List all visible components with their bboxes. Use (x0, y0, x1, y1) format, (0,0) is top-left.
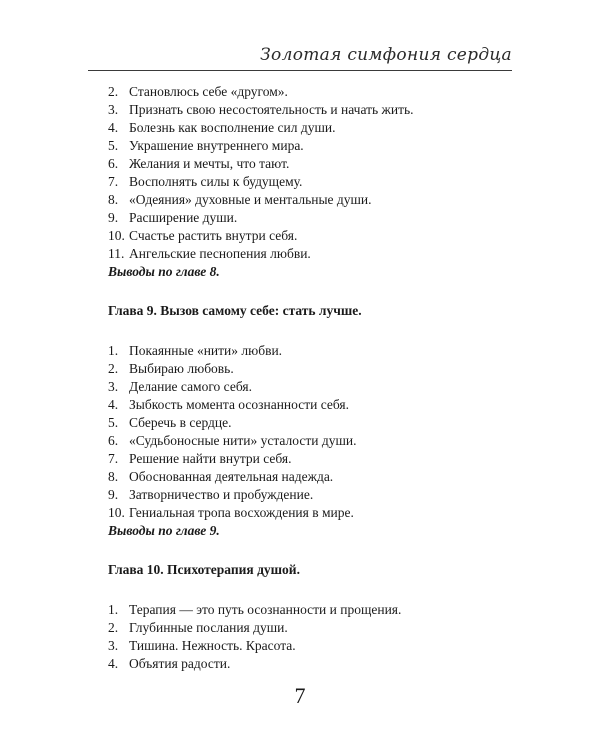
toc-item[interactable] (108, 468, 512, 486)
toc-item[interactable] (108, 601, 512, 619)
item-number: 8. (108, 192, 119, 207)
item-number: 2. (108, 84, 119, 99)
chapter-8-conclusion[interactable]: Выводы по главе 8. (108, 264, 220, 279)
toc-item[interactable] (108, 209, 512, 227)
item-number: 4. (108, 120, 119, 135)
item-number: 10. (108, 505, 125, 520)
item-title: Выбираю любовь. (129, 361, 234, 376)
toc-item[interactable] (108, 155, 512, 173)
section-spacer (108, 281, 512, 302)
item-number: 7. (108, 174, 119, 189)
item-number: 3. (108, 638, 119, 653)
item-title: Признать свою несостоятельность и начать жить. (129, 102, 414, 117)
item-title: «Судьбоносные нити» усталости души. (129, 433, 357, 448)
toc-item[interactable] (108, 414, 512, 432)
item-number: 10. (108, 228, 125, 243)
toc-item[interactable] (108, 432, 512, 450)
item-number: 1. (108, 343, 119, 358)
item-title: Желания и мечты, что тают. (129, 156, 290, 171)
item-title: Затворничество и пробуждение. (129, 487, 314, 502)
toc-item[interactable] (108, 245, 512, 263)
item-number: 8. (108, 469, 119, 484)
item-title: Зыбкость момента осознанности себя. (129, 397, 349, 412)
running-head: Золотая симфония сердца (260, 45, 512, 65)
chapter-10-heading[interactable]: Глава 10. Психотерапия душой. (108, 562, 300, 577)
toc-item[interactable] (108, 504, 512, 522)
toc-item[interactable] (108, 342, 512, 360)
item-title: Ангельские песнопения любви. (129, 246, 311, 261)
item-number: 9. (108, 210, 119, 225)
toc-item[interactable] (108, 191, 512, 209)
chapter-9-items (108, 342, 512, 522)
toc-item[interactable] (108, 396, 512, 414)
item-title: Гениальная тропа восхождения в мире. (129, 505, 354, 520)
item-title: «Одеяния» духовные и ментальные души. (129, 192, 372, 207)
item-title: Делание самого себя. (129, 379, 252, 394)
item-title: Решение найти внутри себя. (129, 451, 292, 466)
item-title: Терапия — это путь осознанности и прощения. (129, 602, 402, 617)
item-number: 4. (108, 397, 119, 412)
item-number: 11. (108, 246, 125, 261)
toc-item[interactable] (108, 83, 512, 101)
item-title: Счастье растить внутри себя. (129, 228, 298, 243)
toc-item[interactable] (108, 173, 512, 191)
toc-item[interactable] (108, 119, 512, 137)
chapter-10-items (108, 601, 512, 673)
item-title: Расширение души. (129, 210, 238, 225)
item-title: Восполнять силы к будущему. (129, 174, 303, 189)
item-number: 5. (108, 138, 119, 153)
section-spacer (108, 320, 512, 342)
item-title: Покаянные «нити» любви. (129, 343, 283, 358)
page-number: 7 (294, 683, 306, 708)
item-number: 6. (108, 433, 119, 448)
item-number: 3. (108, 102, 119, 117)
item-title: Становлюсь себе «другом». (129, 84, 288, 99)
item-title: Украшение внутреннего мира. (129, 138, 304, 153)
section-spacer (108, 579, 512, 601)
toc-item[interactable] (108, 101, 512, 119)
toc-item[interactable] (108, 655, 512, 673)
toc-item[interactable] (108, 637, 512, 655)
item-title: Объятия радости. (129, 656, 231, 671)
item-title: Тишина. Нежность. Красота. (129, 638, 296, 653)
item-number: 5. (108, 415, 119, 430)
toc-item[interactable] (108, 378, 512, 396)
item-title: Глубинные послания души. (129, 620, 288, 635)
section-spacer (108, 540, 512, 561)
header-divider (88, 70, 512, 71)
item-number: 2. (108, 361, 119, 376)
item-number: 2. (108, 620, 119, 635)
toc-item[interactable] (108, 486, 512, 504)
toc-item[interactable] (108, 227, 512, 245)
toc-item[interactable] (108, 619, 512, 637)
item-number: 4. (108, 656, 119, 671)
item-number: 7. (108, 451, 119, 466)
item-number: 9. (108, 487, 119, 502)
item-title: Болезнь как восполнение сил души. (129, 120, 336, 135)
item-title: Обоснованная деятельная надежда. (129, 469, 334, 484)
item-title: Сберечь в сердце. (129, 415, 232, 430)
toc-item[interactable] (108, 137, 512, 155)
chapter-9-conclusion[interactable]: Выводы по главе 9. (108, 523, 220, 538)
chapter-8-items (108, 83, 512, 263)
toc-item[interactable] (108, 450, 512, 468)
item-number: 3. (108, 379, 119, 394)
table-of-contents (108, 83, 512, 673)
item-number: 6. (108, 156, 119, 171)
chapter-9-heading[interactable]: Глава 9. Вызов самому себе: стать лучше. (108, 303, 362, 318)
toc-item[interactable] (108, 360, 512, 378)
item-number: 1. (108, 602, 119, 617)
